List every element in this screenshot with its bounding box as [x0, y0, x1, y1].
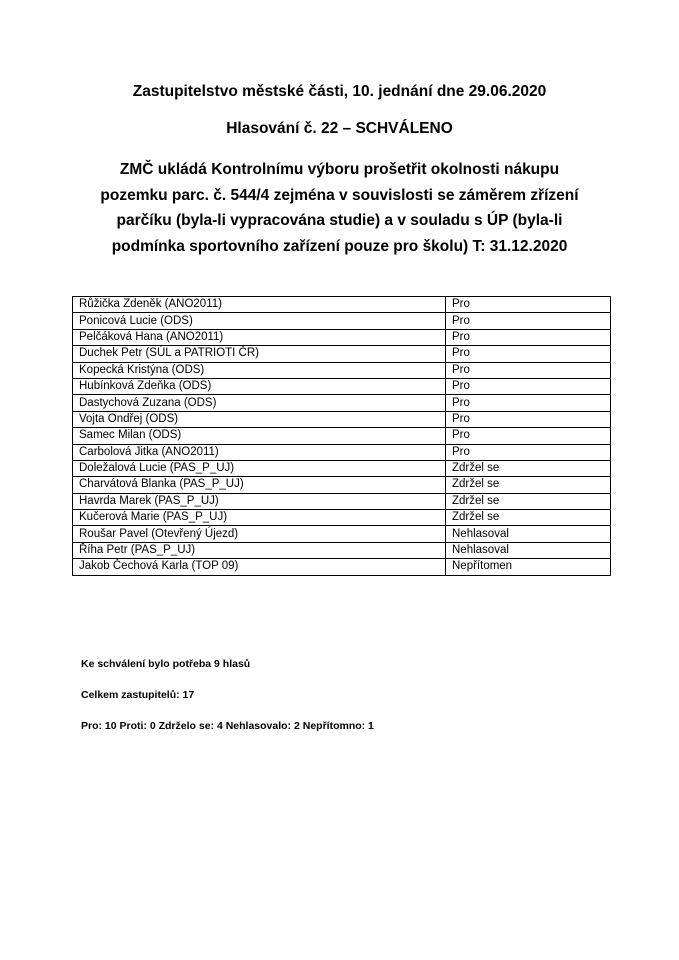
member-cell: Vojta Ondřej (ODS)	[73, 411, 446, 427]
table-row	[73, 313, 611, 329]
table-row	[73, 477, 611, 493]
member-cell: Kopecká Kristýna (ODS)	[73, 362, 446, 378]
member-cell: Jakob Čechová Karla (TOP 09)	[73, 559, 446, 575]
vote-cell: Zdržel se	[446, 510, 611, 526]
vote-table	[72, 296, 611, 576]
vote-cell: Pro	[446, 411, 611, 427]
vote-cell: Pro	[446, 297, 611, 313]
member-cell: Dastychová Zuzana (ODS)	[73, 395, 446, 411]
member-cell: Růžička Zdeněk (ANO2011)	[73, 297, 446, 313]
vote-cell: Nepřítomen	[446, 559, 611, 575]
vote-cell: Pro	[446, 313, 611, 329]
table-row	[73, 329, 611, 345]
table-row	[73, 559, 611, 575]
member-cell: Charvátová Blanka (PAS_P_UJ)	[73, 477, 446, 493]
member-cell: Duchek Petr (SÚL a PATRIOTI ČR)	[73, 346, 446, 362]
member-cell: Samec Milan (ODS)	[73, 428, 446, 444]
vote-cell: Pro	[446, 346, 611, 362]
table-row	[73, 428, 611, 444]
vote-cell: Nehlasoval	[446, 526, 611, 542]
member-cell: Hubínková Zdeňka (ODS)	[73, 378, 446, 394]
table-row	[73, 346, 611, 362]
vote-cell: Zdržel se	[446, 477, 611, 493]
vote-cell: Pro	[446, 444, 611, 460]
member-cell: Carbolová Jitka (ANO2011)	[73, 444, 446, 460]
table-row	[73, 542, 611, 558]
vote-cell: Pro	[446, 428, 611, 444]
table-row	[73, 411, 611, 427]
table-row	[73, 526, 611, 542]
resolution-text	[0, 157, 679, 259]
vote-summary	[81, 658, 679, 732]
summary-vote-tally: Pro: 10 Proti: 0 Zdrželo se: 4 Nehlasovalo: 2 Nepřítomno: 1	[81, 719, 374, 732]
table-row	[73, 297, 611, 313]
member-cell: Kučerová Marie (PAS_P_UJ)	[73, 510, 446, 526]
vote-cell: Zdržel se	[446, 493, 611, 509]
vote-cell: Pro	[446, 395, 611, 411]
vote-cell: Nehlasoval	[446, 542, 611, 558]
table-row	[73, 378, 611, 394]
resolution-line: ZMČ ukládá Kontrolnímu výboru prošetřit okolnosti nákupu	[119, 161, 560, 178]
member-cell: Doležalová Lucie (PAS_P_UJ)	[73, 460, 446, 476]
vote-heading: Hlasování č. 22 – SCHVÁLENO	[226, 120, 453, 137]
summary-total-members: Celkem zastupitelů: 17	[81, 688, 195, 701]
vote-cell: Pro	[446, 329, 611, 345]
vote-cell: Zdržel se	[446, 460, 611, 476]
member-cell: Ponicová Lucie (ODS)	[73, 313, 446, 329]
member-cell: Pelčáková Hana (ANO2011)	[73, 329, 446, 345]
table-row	[73, 395, 611, 411]
table-row	[73, 362, 611, 378]
resolution-line: pozemku parc. č. 544/4 zejména v souvislosti se záměrem zřízení	[100, 186, 579, 204]
table-row	[73, 510, 611, 526]
resolution-line: parčíku (byla-li vypracována studie) a v souladu s ÚP (byla-li	[116, 212, 563, 229]
member-cell: Roušar Pavel (Otevřený Újezd)	[73, 526, 446, 542]
summary-required-votes: Ke schválení bylo potřeba 9 hlasů	[81, 657, 251, 670]
vote-table-body	[73, 297, 611, 576]
member-cell: Havrda Marek (PAS_P_UJ)	[73, 493, 446, 509]
meeting-title: Zastupitelstvo městské části, 10. jednání dne 29.06.2020	[132, 83, 547, 100]
member-cell: Říha Petr (PAS_P_UJ)	[73, 542, 446, 558]
table-row	[73, 444, 611, 460]
table-row	[73, 493, 611, 509]
vote-cell: Pro	[446, 378, 611, 394]
resolution-line: podmínka sportovního zařízení pouze pro školu) T: 31.12.2020	[111, 237, 568, 255]
vote-cell: Pro	[446, 362, 611, 378]
table-row	[73, 460, 611, 476]
